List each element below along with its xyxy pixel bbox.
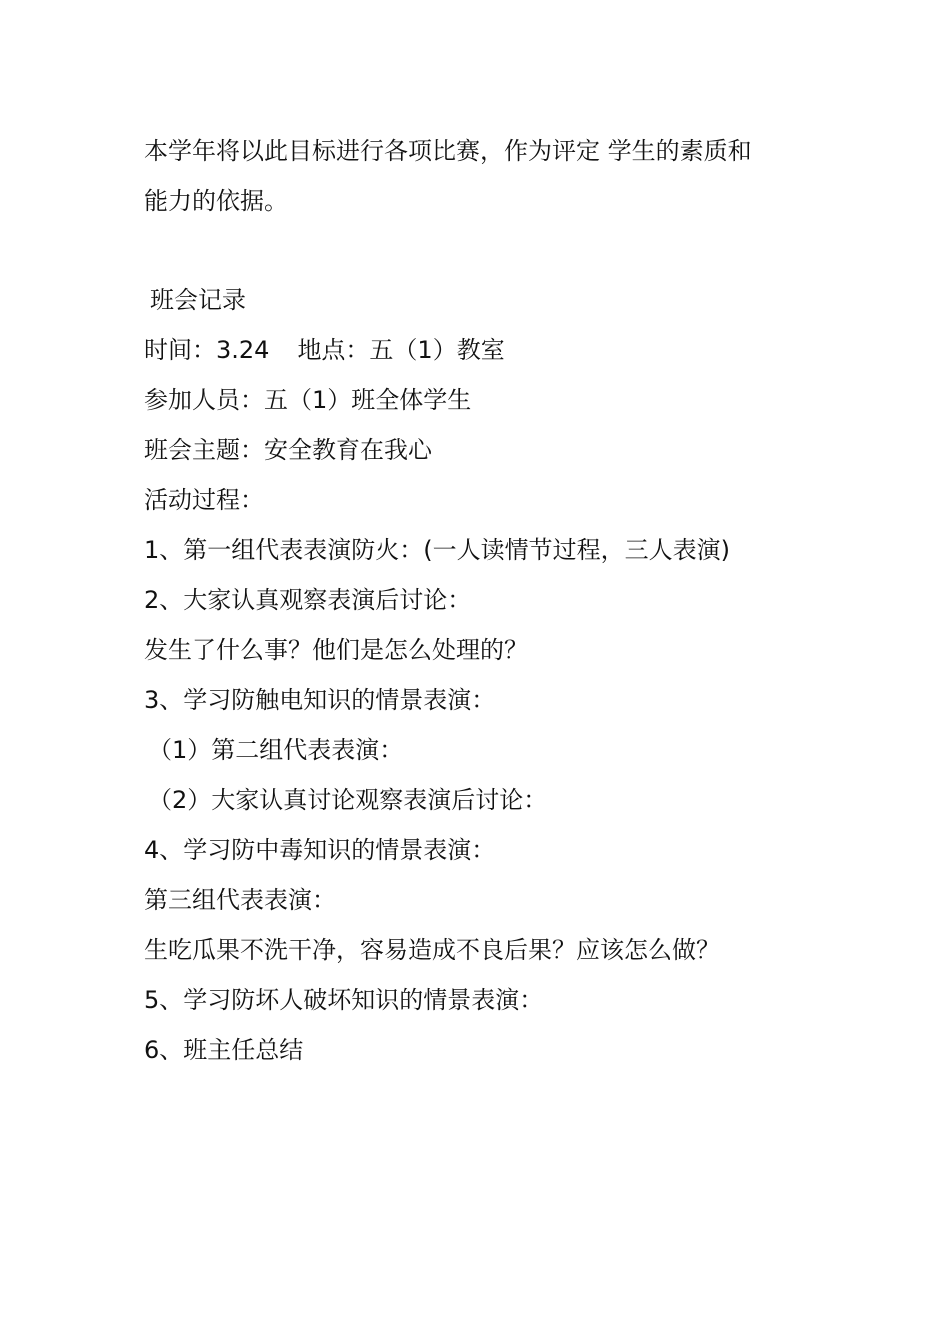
list-item: 2、大家认真观察表演后讨论：	[144, 586, 472, 614]
list-item: （1）第二组代表表演：	[148, 736, 404, 764]
time-label: 时间：3.24	[144, 336, 270, 364]
list-item: （2）大家认真讨论观察表演后讨论：	[148, 786, 548, 814]
place-label: 地点：五（1）教室	[297, 336, 505, 364]
theme-line: 班会主题：安全教育在我心	[144, 436, 432, 464]
intro-paragraph	[144, 126, 824, 226]
participants-line: 参加人员：五（1）班全体学生	[144, 386, 472, 414]
time-place-line	[144, 325, 844, 375]
intro-line-1: 本学年将以此目标进行各项比赛，作为评定 学生的素质和	[144, 137, 752, 165]
list-item: 1、第一组代表表演防火：(一人读情节过程，三人表演)	[144, 536, 730, 564]
list-item: 4、学习防中毒知识的情景表演：	[144, 836, 496, 864]
process-heading: 活动过程：	[144, 486, 264, 514]
list-item: 第三组代表表演：	[144, 886, 336, 914]
list-item: 5、学习防坏人破坏知识的情景表演：	[144, 986, 544, 1014]
list-item: 6、班主任总结	[144, 1036, 304, 1064]
list-item: 3、学习防触电知识的情景表演：	[144, 686, 496, 714]
list-item: 发生了什么事？他们是怎么处理的？	[144, 636, 528, 664]
intro-line-2: 能力的依据。	[144, 187, 288, 215]
record-title: 班会记录	[150, 286, 246, 314]
list-item: 生吃瓜果不洗干净，容易造成不良后果？应该怎么做？	[144, 936, 720, 964]
meeting-record	[144, 275, 844, 1075]
